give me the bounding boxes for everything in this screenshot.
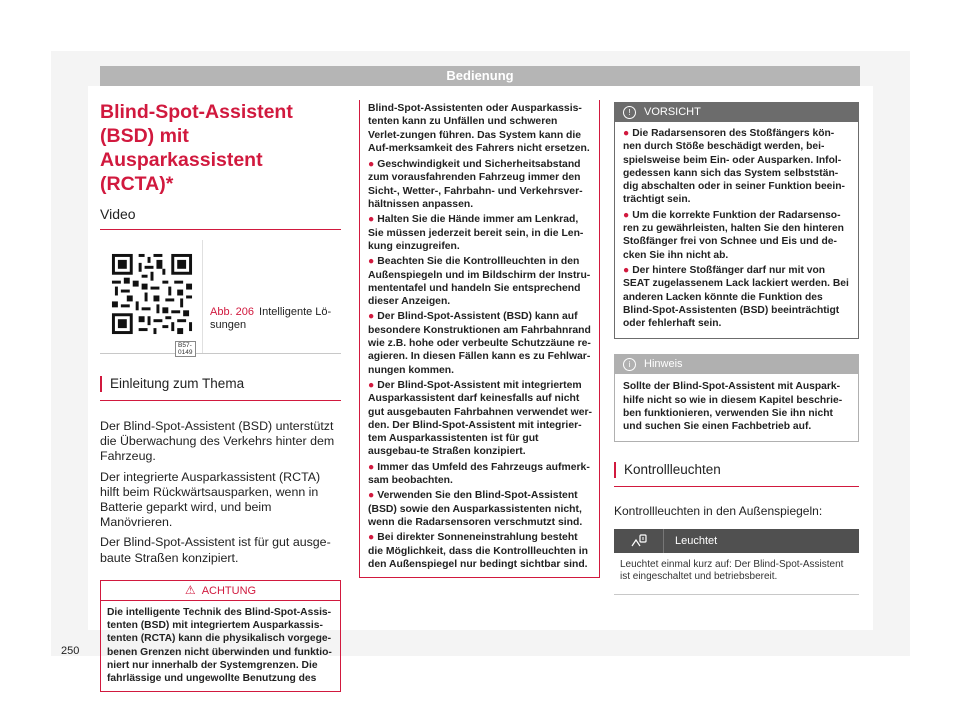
caution-item-text: Der hintere Stoßfänger darf nur mit von SEAT zugelassenem Lack lackiert werden. Bei anderen Lacken könnte die Funktion des Blind-Spot-Assistenten (BSD) beeinträchtigt oder fehlerhaft sein. — [623, 264, 849, 330]
figure-divider — [202, 240, 203, 353]
info-icon: i — [623, 358, 636, 371]
caution-item-text: Um die korrekte Funktion der Radarsenso-ren zu gewährleisten, halten Sie den hinteren Stoßfänger frei von Schnee und Eis und de-cken Sie ihn nicht ab. — [623, 209, 844, 261]
bullet-icon: ● — [623, 209, 630, 221]
table-header-label: Leuchtet — [663, 529, 717, 553]
page-number: 250 — [61, 645, 80, 657]
caution-item — [623, 127, 851, 207]
warning-triangle-icon: ⚠ — [184, 582, 196, 597]
table-header-row — [614, 529, 859, 553]
qr-code[interactable] — [108, 250, 196, 356]
note-text: Sollte der Blind-Spot-Assistent mit Auspark-hilfe nicht so wie in diesem Kapitel beschrie-ben funktionieren, verwenden Sie ihn nicht und suchen Sie einen Fachbetrieb auf. — [623, 381, 843, 433]
mirror-warning-icon — [614, 529, 663, 553]
bullet-icon: ● — [368, 311, 375, 323]
warning-item-text: Verwenden Sie den Blind-Spot-Assistent (BSD) sowie den Ausparkassistenten nicht, wenn die Radarsensoren verschmutzt sind. — [368, 490, 583, 528]
table-intro: Kontrollleuchten in den Außenspiegeln: — [614, 503, 823, 518]
bullet-icon: ● — [368, 461, 375, 473]
column-left — [100, 86, 341, 692]
warning-item-text: Der Blind-Spot-Assistent mit integriertem Ausparkassistent darf keinesfalls auf nicht gut ausgebauten Fahrbahnen verwendet wer-den. Der Blind-Spot-Assistent mit integrier-tem Ausparkassistenten ist für gut ausgebau-te Straßen konzipiert. — [368, 379, 593, 458]
warning-continued-text — [360, 100, 599, 577]
video-subheading: Video — [100, 206, 341, 230]
intro-text — [100, 419, 341, 566]
warning-item — [368, 461, 592, 488]
qr-code-icon — [109, 251, 195, 337]
caution-label: VORSICHT — [644, 106, 701, 118]
warning-item-text: Der Blind-Spot-Assistent (BSD) kann auf besondere Konstruktionen am Fahrbahnrand wie z.B. hohe oder verbeulte Schutzzäune re-agieren. In diesen Fällen kann es zu Fehlwar-nungen kommen. — [368, 311, 591, 376]
caption-line-2: sungen — [210, 319, 247, 331]
section-title-kontrollleuchten: Kontrollleuchten — [614, 462, 859, 478]
caution-item — [623, 209, 851, 262]
warning-item-text: Halten Sie die Hände immer am Lenkrad, Sie müssen jederzeit bereit sein, in die Len-kung einzugreifen. — [368, 214, 584, 252]
bullet-icon: ● — [368, 490, 375, 502]
paragraph: Der Blind-Spot-Assistent (BSD) unterstützt die Überwachung des Verkehrs hinter dem Fahrzeug. — [100, 419, 335, 464]
indicator-table — [614, 529, 859, 595]
bullet-icon: ● — [623, 264, 630, 276]
note-label: Hinweis — [644, 358, 683, 371]
warning-item-text: Geschwindigkeit und Sicherheitsabstand zum vorausfahrenden Fahrzeug immer den Sicht-, Wetter-, Fahrbahn- und Verkehrsver-hältnissen anpassen. — [368, 159, 583, 211]
figure-box — [100, 240, 341, 354]
warning-item — [368, 213, 592, 253]
note-box — [614, 354, 859, 441]
note-header — [615, 355, 858, 374]
caption-line-1: Intelligente Lö- — [259, 306, 332, 318]
table-row: Leuchtet einmal kurz auf: Der Blind-Spot-Assistent ist eingeschaltet und betriebsbereit. — [614, 553, 859, 595]
caution-header — [615, 103, 858, 122]
bullet-icon: ● — [368, 159, 375, 171]
warning-item — [368, 255, 592, 308]
warning-item — [368, 310, 592, 376]
section-title-einleitung: Einleitung zum Thema — [100, 376, 341, 392]
warning-item — [368, 379, 592, 459]
section-heading-wrap — [614, 462, 859, 487]
warning-box-continued — [359, 100, 600, 578]
warning-label: ACHTUNG — [201, 584, 257, 597]
paragraph: Der integrierte Ausparkassistent (RCTA) hilft beim Rückwärtsausparken, wenn in Batterie geparkt wird, und beim Manövrieren. — [100, 469, 321, 530]
warning-item — [368, 531, 592, 571]
bullet-icon: ● — [368, 256, 375, 268]
section-heading-wrap — [100, 376, 341, 401]
warning-text: Die intelligente Technik des Blind-Spot-Assis-tenten (BSD) mit integriertem Ausparkassis-tenten (RCTA) kann die physikalisch vorgege-benen Grenzen nicht überwinden und funktio-niert nur innerhalb der Systemgrenzen. Die fahrlässige und ungewollte Benutzung des — [107, 606, 332, 685]
warning-item-text: Beachten Sie die Kontrollleuchten in den Außenspiegeln und im Bildschirm der Instru-mententafel und handeln Sie entsprechend dieser Anzeigen. — [368, 256, 591, 308]
page-title — [100, 100, 341, 196]
bullet-icon: ● — [368, 379, 375, 391]
title-line-1: Blind-Spot-Assistent (BSD) mit — [100, 101, 293, 147]
warning-item — [368, 489, 592, 529]
bullet-icon: ● — [368, 214, 375, 226]
figure-label: Abb. 206 — [210, 306, 255, 318]
info-circle-icon: ! — [623, 106, 636, 119]
column-right — [614, 102, 859, 595]
figure-code: B57-0149 — [175, 341, 196, 357]
warning-item — [368, 158, 592, 211]
warning-item-text: Bei direkter Sonneneinstrahlung besteht die Möglichkeit, dass die Kontrollleuchten in den Außenspiegel nur bedingt sichtbar sind. — [368, 532, 588, 570]
title-line-2: Ausparkassistent (RCTA)* — [100, 149, 263, 195]
warning-intro: Blind-Spot-Assistenten oder Ausparkassis-tenten kann zu Unfällen und schweren Verlet-zungen führen. Das System kann die Auf-merksamkeit des Fahrers nicht ersetzen. — [368, 103, 590, 154]
chapter-header: Bedienung — [100, 66, 860, 86]
warning-box — [100, 580, 341, 692]
bullet-icon: ● — [623, 128, 630, 139]
warning-item-text: Immer das Umfeld des Fahrzeugs aufmerk-sam beobachten. — [368, 461, 590, 487]
figure-caption — [210, 306, 340, 332]
paragraph: Der Blind-Spot-Assistent ist für gut ausge-baute Straßen konzipiert. — [100, 535, 331, 565]
bullet-icon: ● — [368, 532, 375, 544]
column-middle — [359, 100, 600, 578]
warning-header — [101, 581, 340, 601]
caution-item-text: Die Radarsensoren des Stoßfängers kön-nen durch Stöße beschädigt werden, bei-spielsweise beim Ein- oder Ausparken. Infol-gedessen kann sich das System selbststän-dig abschalten oder in seiner Funktion beein-trächtigt sein. — [623, 128, 845, 206]
caution-item — [623, 264, 851, 330]
caution-text — [615, 122, 858, 338]
caution-box — [614, 102, 859, 339]
